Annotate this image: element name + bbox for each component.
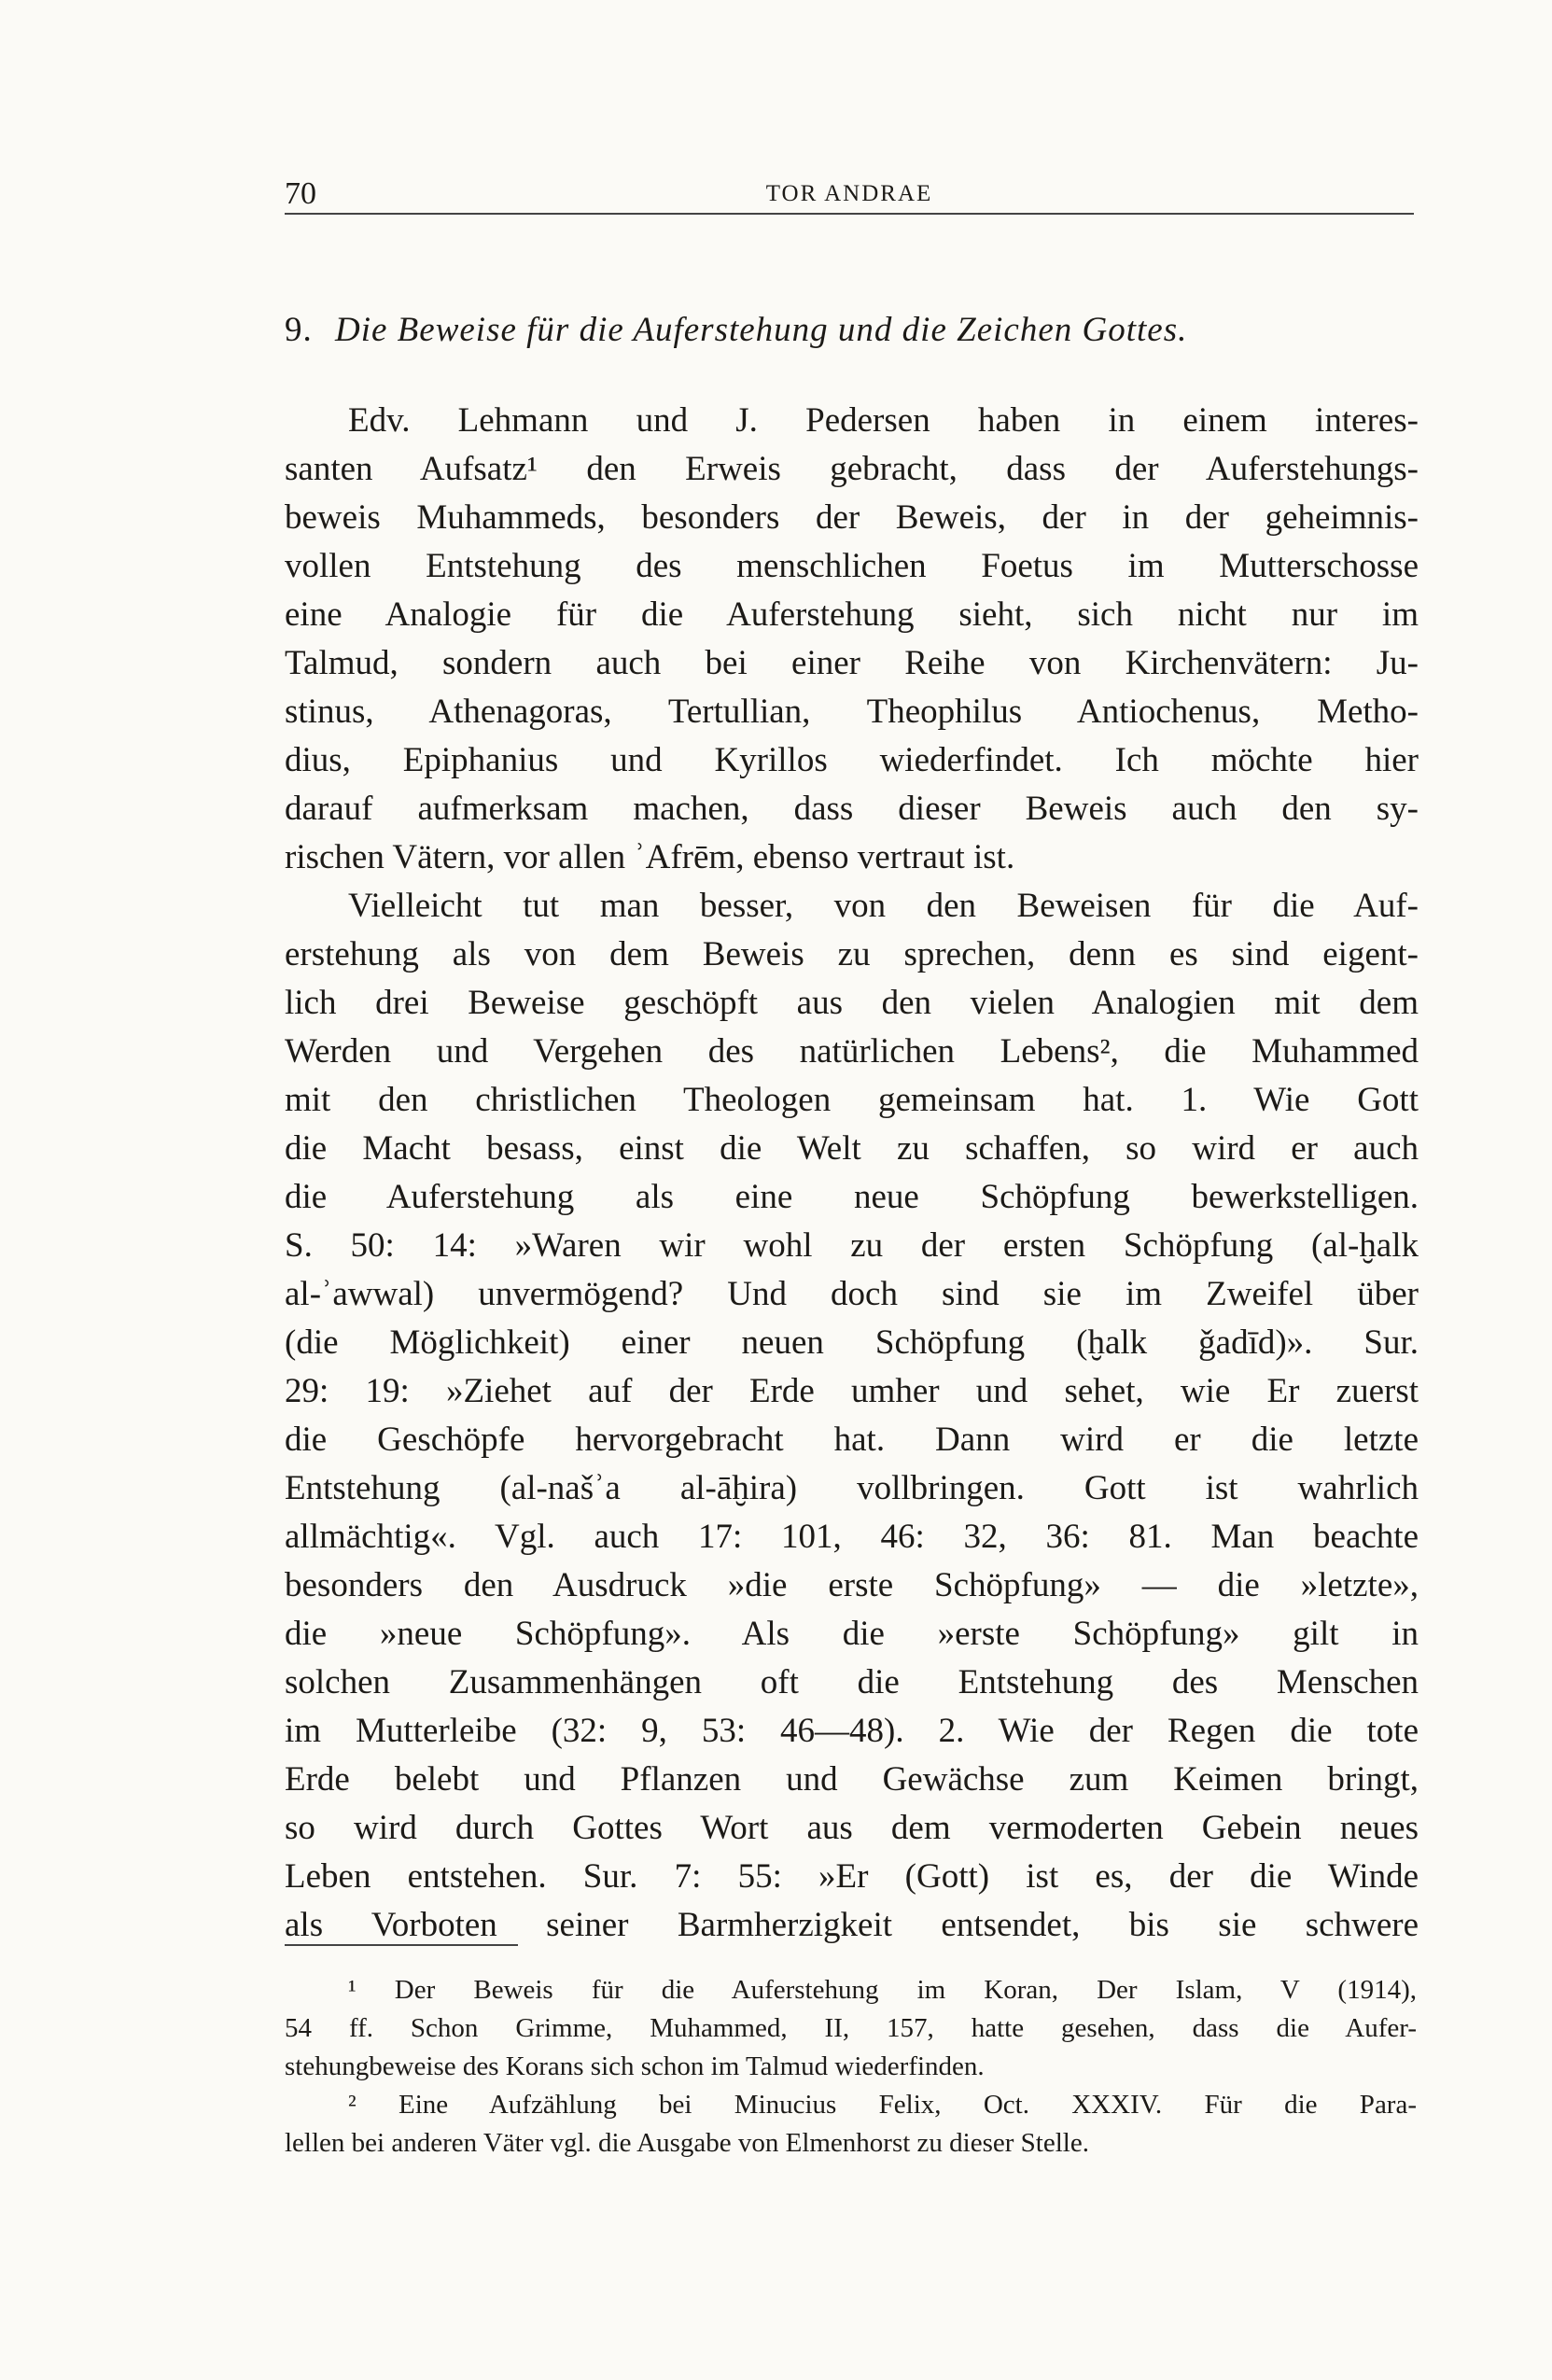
section-title: Die Beweise für die Auferstehung und die Zeichen Gottes. bbox=[335, 311, 1188, 349]
text-line: Vielleicht tut man besser, von den Beweisen für die Auf- bbox=[348, 887, 1419, 925]
text-line: al-ʾawwal) unvermögend? Und doch sind sie im Zweifel über bbox=[285, 1275, 1419, 1313]
page-number: 70 bbox=[285, 176, 316, 211]
text-line: mit den christlichen Theologen gemeinsam hat. 1. Wie Gott bbox=[285, 1081, 1419, 1119]
text-line: santen Aufsatz¹ den Erweis gebracht, dass der Auferstehungs- bbox=[285, 450, 1419, 488]
footnote-line: ² Eine Aufzählung bei Minucius Felix, Oct. XXXIV. Für die Para- bbox=[348, 2090, 1417, 2120]
text-line: die »neue Schöpfung». Als die »erste Schöpfung» gilt in bbox=[285, 1615, 1419, 1653]
text-line: die Macht besass, einst die Welt zu schaffen, so wird er auch bbox=[285, 1129, 1419, 1168]
text-line: im Mutterleibe (32: 9, 53: 46—48). 2. Wie der Regen die tote bbox=[285, 1712, 1419, 1750]
text-line: Talmud, sondern auch bei einer Reihe von Kirchenvätern: Ju- bbox=[285, 644, 1419, 682]
text-line: so wird durch Gottes Wort aus dem vermoderten Gebein neues bbox=[285, 1809, 1419, 1847]
text-line: vollen Entstehung des menschlichen Foetus im Mutterschosse bbox=[285, 547, 1419, 585]
text-line: solchen Zusammenhängen oft die Entstehung des Menschen bbox=[285, 1663, 1419, 1701]
text-line: die Geschöpfe hervorgebracht hat. Dann wird er die letzte bbox=[285, 1421, 1419, 1459]
text-line: dius, Epiphanius und Kyrillos wiederfindet. Ich möchte hier bbox=[285, 741, 1419, 779]
text-line: Leben entstehen. Sur. 7: 55: »Er (Gott) ist es, der die Winde bbox=[285, 1857, 1419, 1896]
text-line: darauf aufmerksam machen, dass dieser Beweis auch den sy- bbox=[285, 790, 1419, 828]
text-line: Werden und Vergehen des natürlichen Lebens², die Muhammed bbox=[285, 1032, 1419, 1071]
text-line: die Auferstehung als eine neue Schöpfung bewerkstelligen. bbox=[285, 1178, 1419, 1216]
footnote-line: lellen bei anderen Väter vgl. die Ausgabe von Elmenhorst zu dieser Stelle. bbox=[285, 2128, 1089, 2158]
running-head: TOR ANDRAE bbox=[765, 181, 933, 206]
text-line: erstehung als von dem Beweis zu sprechen, denn es sind eigent- bbox=[285, 935, 1419, 973]
text-line: Entstehung (al-našʾa al-āḫira) vollbringen. Gott ist wahrlich bbox=[285, 1469, 1419, 1507]
text-line: allmächtig«. Vgl. auch 17: 101, 46: 32, 36: 81. Man beachte bbox=[285, 1518, 1419, 1556]
text-line: lich drei Beweise geschöpft aus den vielen Analogien mit dem bbox=[285, 984, 1419, 1022]
text-line: S. 50: 14: »Waren wir wohl zu der ersten Schöpfung (al-ḫalk bbox=[285, 1226, 1419, 1265]
section-number: 9. bbox=[285, 311, 313, 349]
footnote-line: 54 ff. Schon Grimme, Muhammed, II, 157, hatte gesehen, dass die Aufer- bbox=[285, 2013, 1417, 2043]
text-line: (die Möglichkeit) einer neuen Schöpfung (ḫalk ǧadīd)». Sur. bbox=[285, 1323, 1419, 1362]
text-line: Erde belebt und Pflanzen und Gewächse zum Keimen bringt, bbox=[285, 1760, 1419, 1799]
body-text bbox=[285, 397, 1419, 1950]
text-line: 29: 19: »Ziehet auf der Erde umher und sehet, wie Er zuerst bbox=[285, 1372, 1419, 1410]
footnotes bbox=[285, 1971, 1417, 2163]
text-line: stinus, Athenagoras, Tertullian, Theophilus Antiochenus, Metho- bbox=[285, 693, 1419, 731]
text-line: beweis Muhammeds, besonders der Beweis, der in der geheimnis- bbox=[285, 498, 1419, 537]
page-header bbox=[285, 175, 1414, 215]
section-heading bbox=[285, 308, 1414, 353]
footnote-line: stehungbeweise des Korans sich schon im Talmud wiederfinden. bbox=[285, 2051, 985, 2081]
text-line: Edv. Lehmann und J. Pedersen haben in einem interes- bbox=[348, 401, 1419, 440]
footnote-line: ¹ Der Beweis für die Auferstehung im Koran, Der Islam, V (1914), bbox=[348, 1975, 1417, 2005]
text-line: rischen Vätern, vor allen ʾAfrēm, ebenso vertraut ist. bbox=[285, 838, 1015, 876]
footnote-divider bbox=[285, 1944, 518, 1946]
text-line: besonders den Ausdruck »die erste Schöpfung» — die »letzte», bbox=[285, 1566, 1419, 1604]
text-line: als Vorboten seiner Barmherzigkeit entsendet, bis sie schwere bbox=[285, 1906, 1419, 1944]
text-line: eine Analogie für die Auferstehung sieht, sich nicht nur im bbox=[285, 595, 1419, 634]
